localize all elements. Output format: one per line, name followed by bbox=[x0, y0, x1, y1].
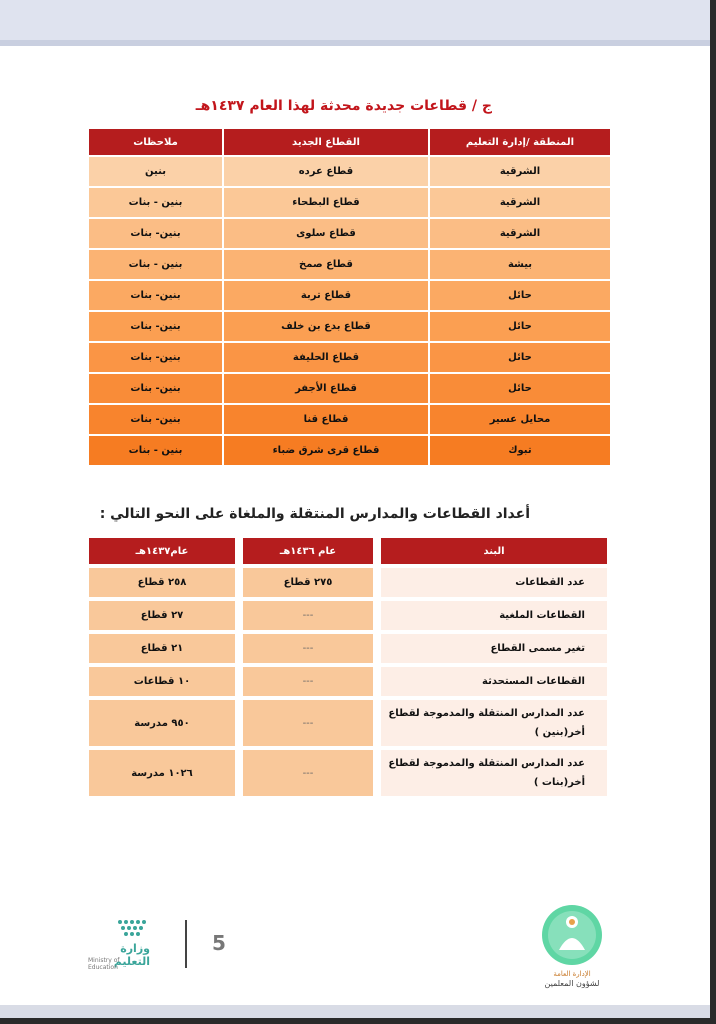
item-cell bbox=[373, 750, 607, 800]
table-row bbox=[89, 405, 610, 436]
notes-cell: بنين- بنات bbox=[89, 374, 222, 405]
notes-cell: بنين- بنات bbox=[89, 281, 222, 312]
item-cell: تغير مسمى القطاع bbox=[373, 634, 607, 667]
sector-cell: قطاع تربة bbox=[222, 281, 428, 312]
moe-dots-logo-icon bbox=[88, 918, 158, 938]
table-row bbox=[89, 374, 610, 405]
sector-cell: قطاع بدع بن خلف bbox=[222, 312, 428, 343]
value-1437-cell: ١٠٢٦ مدرسة bbox=[89, 750, 235, 800]
notes-cell: بنين- بنات bbox=[89, 343, 222, 374]
region-cell: تبوك bbox=[428, 436, 610, 467]
value-1437-cell: ١٠ قطاعات bbox=[89, 667, 235, 700]
item-line2: أخر(بنات ) bbox=[533, 777, 585, 788]
table-row bbox=[89, 219, 610, 250]
top-bar-underline bbox=[0, 40, 710, 46]
table-header-row bbox=[89, 538, 607, 568]
region-cell: محايل عسير bbox=[428, 405, 610, 436]
sector-cell: قطاع قرى شرق ضباء bbox=[222, 436, 428, 467]
value-1436-cell: --- bbox=[235, 667, 373, 700]
column-header-region: المنطقة /إدارة التعليم bbox=[428, 129, 610, 157]
region-cell: حائل bbox=[428, 281, 610, 312]
region-cell: حائل bbox=[428, 374, 610, 405]
sector-cell: قطاع سلوى bbox=[222, 219, 428, 250]
notes-cell: بنين - بنات bbox=[89, 250, 222, 281]
sector-cell: قطاع قنا bbox=[222, 405, 428, 436]
new-sectors-table bbox=[89, 129, 610, 467]
counts-heading: أعداد القطاعات والمدارس المنتقلة والملغاة على النحو التالي : bbox=[99, 506, 530, 522]
item-line2: أخر(بنين ) bbox=[534, 727, 585, 738]
table-row bbox=[89, 667, 607, 700]
value-1437-cell: ٩٥٠ مدرسة bbox=[89, 700, 235, 750]
value-1437-cell: ٢١ قطاع bbox=[89, 634, 235, 667]
region-cell: الشرقية bbox=[428, 219, 610, 250]
ministry-name: وزارة التعليم bbox=[113, 942, 150, 968]
sector-cell: قطاع الحليفة bbox=[222, 343, 428, 374]
table-row bbox=[89, 157, 610, 188]
department-name-line1: الإدارة العامة bbox=[553, 970, 591, 978]
sector-cell: قطاع البطحاء bbox=[222, 188, 428, 219]
teachers-affairs-logo-icon bbox=[541, 904, 603, 966]
department-name-line2: لشؤون المعلمين bbox=[544, 979, 600, 988]
value-1437-cell: ٢٧ قطاع bbox=[89, 601, 235, 634]
table-row bbox=[89, 634, 607, 667]
column-header-1437: عام١٤٣٧هـ bbox=[89, 538, 235, 568]
column-header-item: البند bbox=[373, 538, 607, 568]
notes-cell: بنين - بنات bbox=[89, 188, 222, 219]
notes-cell: بنين- بنات bbox=[89, 312, 222, 343]
table-row bbox=[89, 568, 607, 601]
value-1437-cell: ٢٥٨ قطاع bbox=[89, 568, 235, 601]
value-1436-cell: ٢٧٥ قطاع bbox=[235, 568, 373, 601]
table-row bbox=[89, 250, 610, 281]
item-cell: القطاعات المستحدثة bbox=[373, 667, 607, 700]
table-row bbox=[89, 750, 607, 800]
table-row bbox=[89, 188, 610, 219]
table-row bbox=[89, 700, 607, 750]
region-cell: حائل bbox=[428, 312, 610, 343]
item-cell bbox=[373, 700, 607, 750]
table-header-row bbox=[89, 129, 610, 157]
table-row bbox=[89, 601, 607, 634]
ministry-name-en: Ministry of Education bbox=[88, 957, 120, 971]
region-cell: حائل bbox=[428, 343, 610, 374]
notes-cell: بنين - بنات bbox=[89, 436, 222, 467]
value-1436-cell: --- bbox=[235, 750, 373, 800]
page-number: 5 bbox=[212, 931, 226, 955]
item-cell: عدد القطاعات bbox=[373, 568, 607, 601]
region-cell: الشرقية bbox=[428, 157, 610, 188]
table-row bbox=[89, 343, 610, 374]
footer-divider bbox=[185, 920, 187, 968]
sector-cell: قطاع عرده bbox=[222, 157, 428, 188]
notes-cell: بنين- بنات bbox=[89, 405, 222, 436]
table-row bbox=[89, 436, 610, 467]
sector-cell: قطاع الأجفر bbox=[222, 374, 428, 405]
top-bar bbox=[0, 0, 710, 40]
item-line1: عدد المدارس المنتقلة والمدموجة لقطاع bbox=[388, 758, 585, 769]
value-1436-cell: --- bbox=[235, 634, 373, 667]
department-name bbox=[534, 970, 610, 988]
counts-table bbox=[89, 538, 607, 800]
item-cell: القطاعات الملغية bbox=[373, 601, 607, 634]
table-row bbox=[89, 312, 610, 343]
value-1436-cell: --- bbox=[235, 700, 373, 750]
sector-cell: قطاع صمخ bbox=[222, 250, 428, 281]
column-header-notes: ملاحظات bbox=[89, 129, 222, 157]
column-header-1436: عام ١٤٣٦هـ bbox=[235, 538, 373, 568]
notes-cell: بنين- بنات bbox=[89, 219, 222, 250]
new-sectors-heading: ج / قطاعات جديدة محدثة لهذا العام ١٤٣٧هـ bbox=[195, 98, 492, 114]
value-1436-cell: --- bbox=[235, 601, 373, 634]
item-line1: عدد المدارس المنتقلة والمدموجة لقطاع bbox=[388, 708, 585, 719]
bottom-band bbox=[0, 1005, 710, 1018]
column-header-sector: القطاع الجديد bbox=[222, 129, 428, 157]
table-row bbox=[89, 281, 610, 312]
notes-cell: بنين bbox=[89, 157, 222, 188]
region-cell: بيشة bbox=[428, 250, 610, 281]
region-cell: الشرقية bbox=[428, 188, 610, 219]
